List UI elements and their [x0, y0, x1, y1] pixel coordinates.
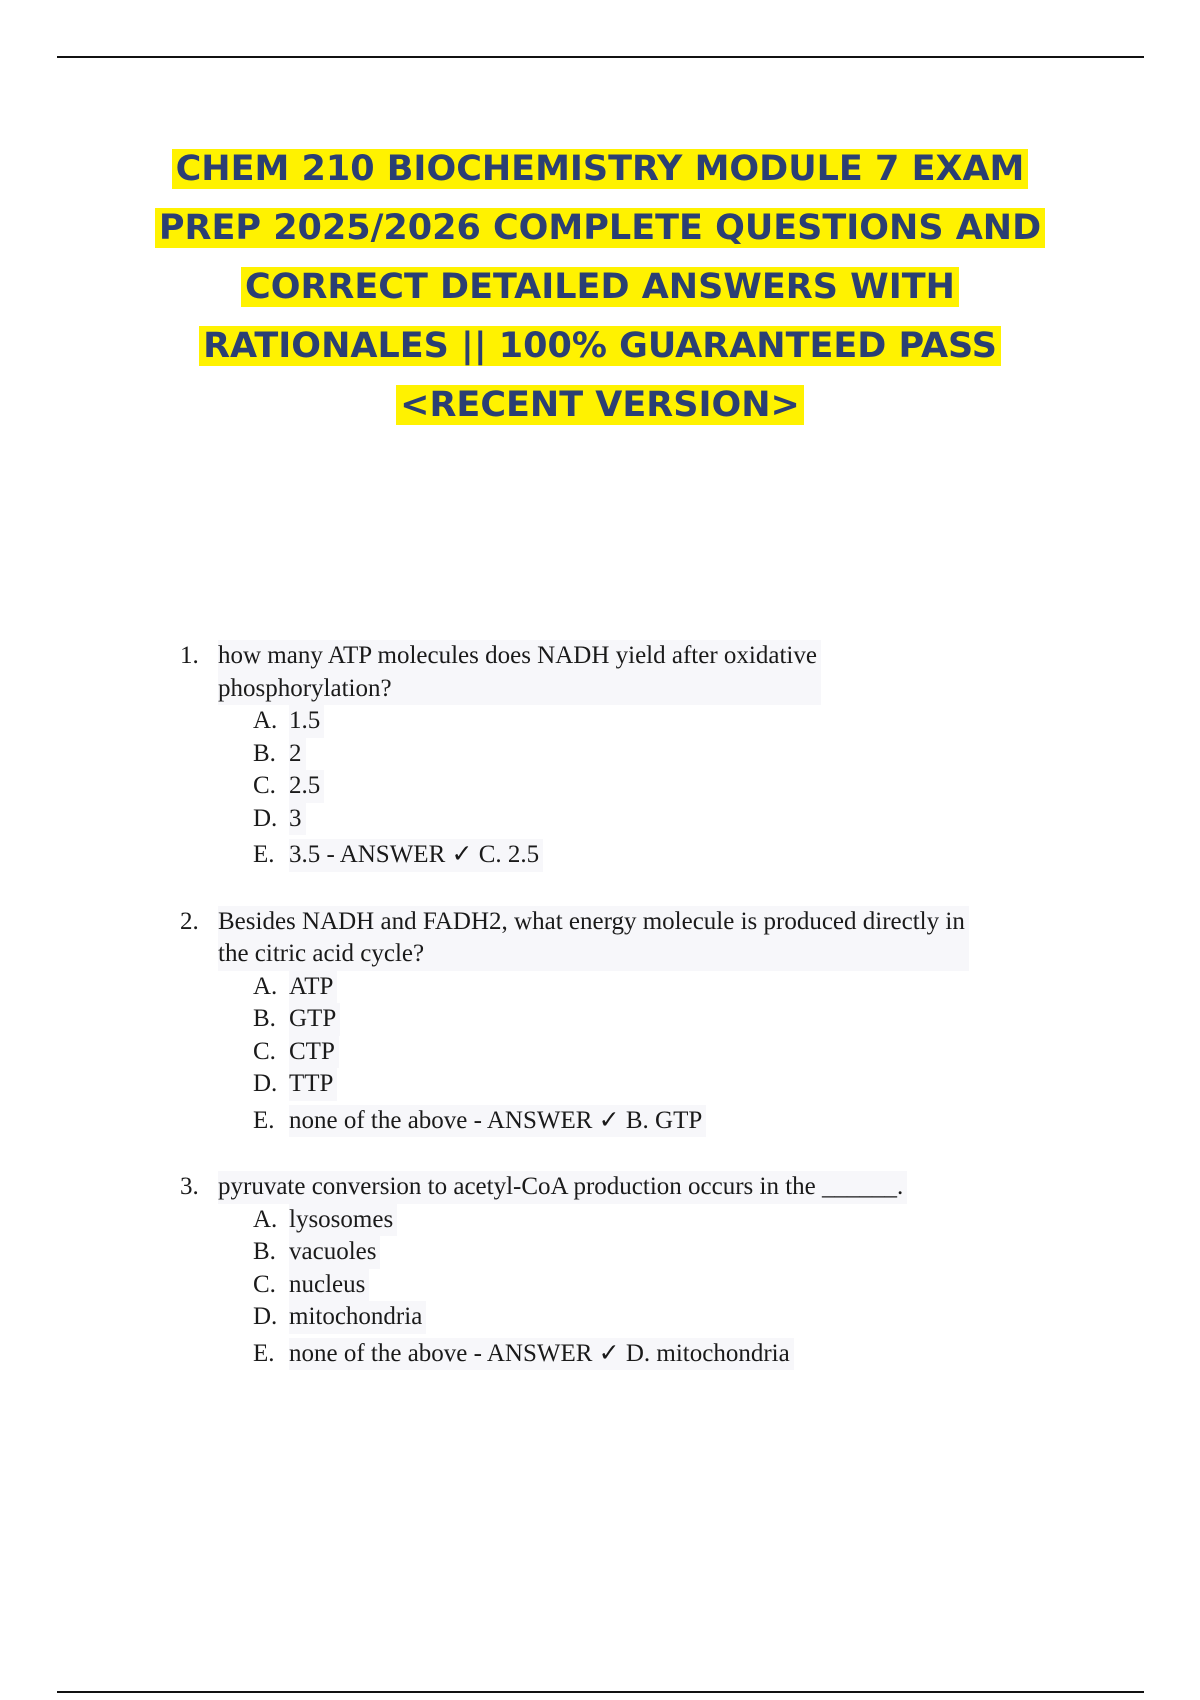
question-list	[180, 640, 1080, 1404]
option-text-with-answer: 3.5 - ANSWER ✓ C. 2.5	[289, 839, 543, 872]
option-letter: C.	[253, 772, 276, 799]
question-text-line: how many ATP molecules does NADH yield after oxidative	[218, 642, 817, 669]
option-letter: D.	[253, 1303, 278, 1330]
option-item	[253, 1236, 1080, 1269]
option-text: ATP	[289, 971, 337, 1004]
option-letter: D.	[253, 1070, 278, 1097]
option-text: GTP	[289, 1003, 340, 1036]
option-list	[253, 1204, 1080, 1371]
option-letter: E.	[253, 841, 275, 868]
option-letter: A.	[253, 707, 278, 734]
bottom-rule	[57, 1691, 1144, 1693]
question-stem	[180, 906, 1080, 971]
top-rule	[57, 56, 1144, 58]
option-item	[253, 971, 1080, 1004]
option-text: nucleus	[289, 1269, 369, 1302]
question-text-line: Besides NADH and FADH2, what energy molecule is produced directly in	[218, 907, 965, 935]
option-text: 2	[289, 738, 306, 771]
option-item	[253, 770, 1080, 803]
title-line: <RECENT VERSION>	[396, 385, 804, 425]
title-line: RATIONALES || 100% GUARANTEED PASS	[199, 326, 1001, 366]
question-item	[180, 640, 1080, 872]
title-line: CORRECT DETAILED ANSWERS WITH	[241, 267, 959, 307]
option-letter: B.	[253, 1005, 276, 1032]
option-item	[253, 803, 1080, 836]
option-letter: E.	[253, 1106, 275, 1134]
option-text: 3	[289, 803, 306, 836]
option-text: vacuoles	[289, 1236, 380, 1269]
option-item	[253, 1068, 1080, 1101]
option-list	[253, 705, 1080, 872]
question-stem	[180, 1171, 1080, 1204]
question-text	[218, 640, 821, 705]
option-item	[253, 1204, 1080, 1237]
option-letter: C.	[253, 1270, 276, 1298]
option-item-answer	[253, 1105, 1080, 1138]
question-number: 2.	[180, 907, 199, 935]
option-text: mitochondria	[289, 1301, 426, 1334]
option-text: lysosomes	[289, 1204, 397, 1237]
option-item	[253, 738, 1080, 771]
option-letter: D.	[253, 804, 278, 832]
document-title	[120, 140, 1080, 435]
option-item	[253, 1301, 1080, 1334]
question-stem	[180, 640, 1080, 705]
option-text-with-answer: none of the above - ANSWER ✓ D. mitochondria	[289, 1338, 794, 1371]
option-text: TTP	[289, 1068, 337, 1101]
option-item	[253, 1269, 1080, 1302]
option-letter: A.	[253, 1205, 278, 1233]
question-item	[180, 906, 1080, 1138]
option-item-answer	[253, 1338, 1080, 1371]
option-item	[253, 1036, 1080, 1069]
option-letter: E.	[253, 1339, 275, 1367]
title-line: PREP 2025/2026 COMPLETE QUESTIONS AND	[155, 208, 1045, 248]
question-text: pyruvate conversion to acetyl-CoA production occurs in the ______.	[218, 1171, 907, 1204]
option-letter: B.	[253, 739, 276, 767]
question-item	[180, 1171, 1080, 1370]
option-item-answer	[253, 839, 1080, 872]
option-letter: C.	[253, 1037, 276, 1065]
question-number: 1.	[180, 642, 199, 669]
option-text-with-answer: none of the above - ANSWER ✓ B. GTP	[289, 1105, 706, 1138]
question-number: 3.	[180, 1173, 199, 1200]
option-item	[253, 705, 1080, 738]
option-text: CTP	[289, 1036, 339, 1069]
title-line: CHEM 210 BIOCHEMISTRY MODULE 7 EXAM	[172, 149, 1029, 189]
option-list	[253, 971, 1080, 1138]
question-text-line: phosphorylation?	[218, 674, 392, 702]
question-text-line: the citric acid cycle?	[218, 940, 425, 967]
option-letter: B.	[253, 1238, 276, 1265]
option-text: 2.5	[289, 770, 324, 803]
question-text	[218, 906, 969, 971]
option-letter: A.	[253, 972, 278, 1000]
option-text: 1.5	[289, 705, 324, 738]
option-item	[253, 1003, 1080, 1036]
